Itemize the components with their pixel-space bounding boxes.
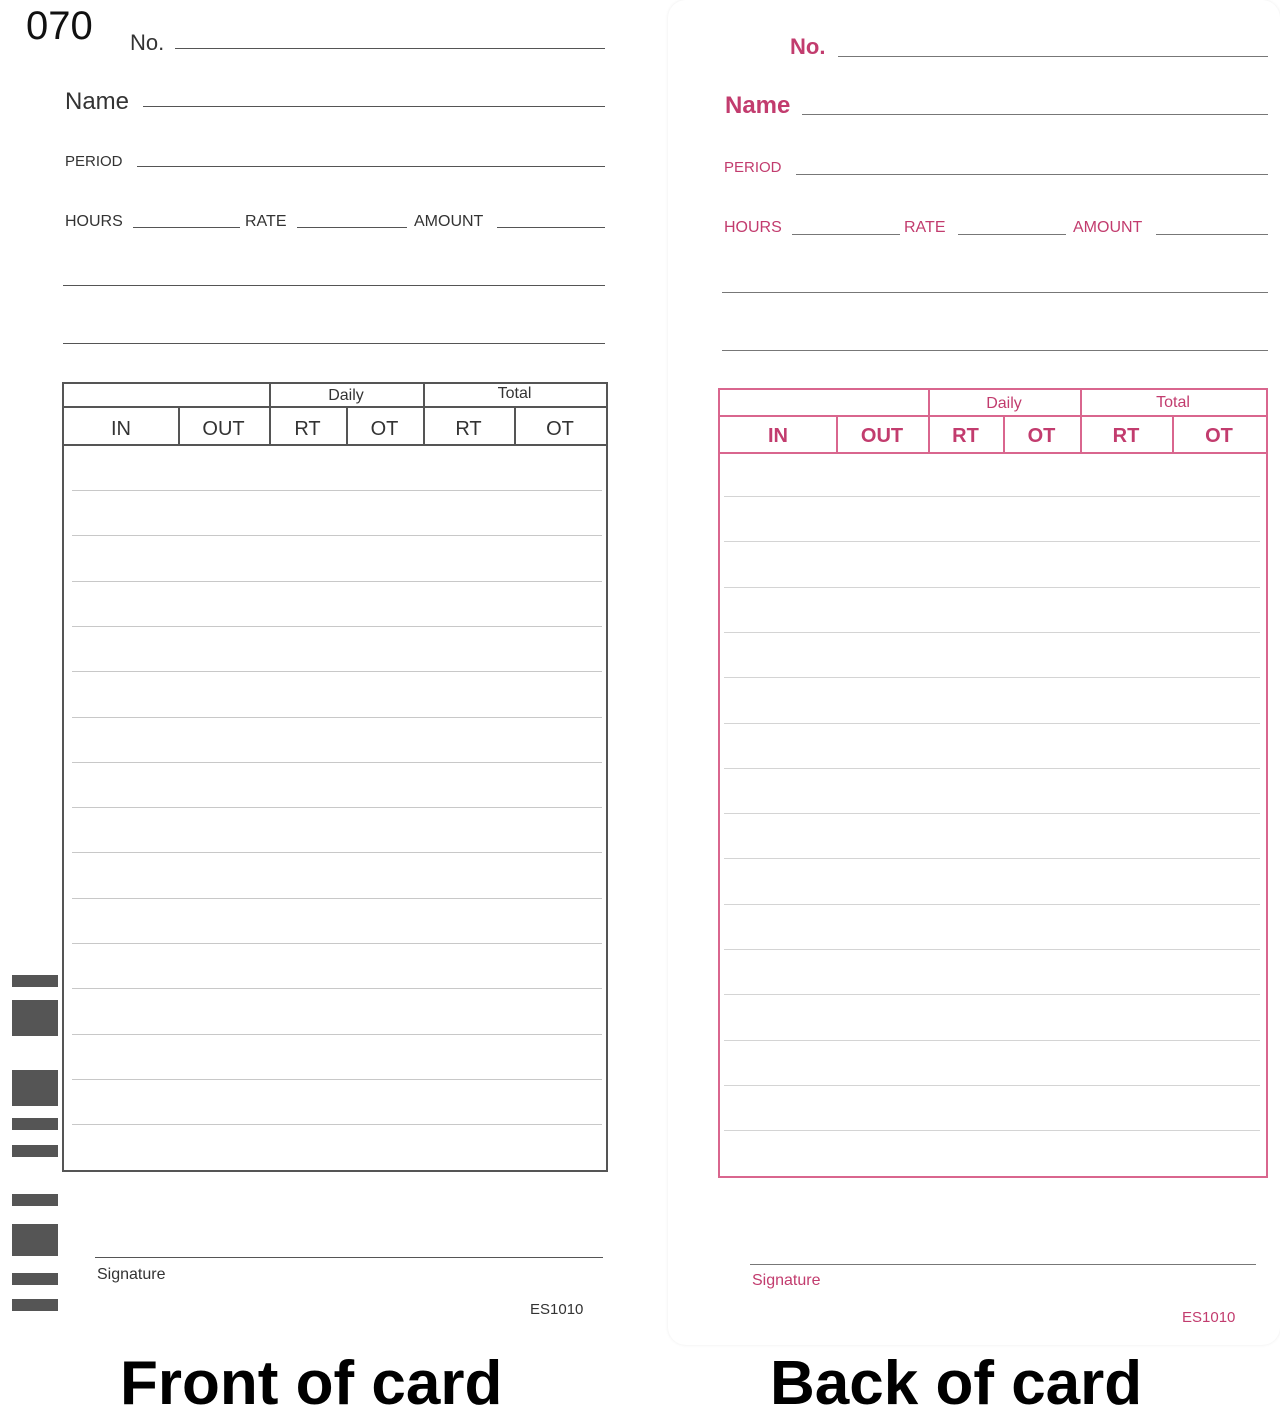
time-entry-row[interactable] — [724, 632, 1260, 633]
header-bottom — [64, 444, 606, 446]
time-entry-row[interactable] — [724, 1040, 1260, 1041]
amount-field[interactable] — [497, 227, 605, 228]
signature-field[interactable] — [95, 1257, 603, 1258]
col-total-rt: RT — [455, 418, 482, 440]
amount-field[interactable] — [1156, 234, 1268, 235]
time-entry-row[interactable] — [72, 1124, 602, 1125]
col-in: IN — [768, 425, 788, 447]
time-entry-row[interactable] — [724, 813, 1260, 814]
col-daily-rt: RT — [294, 418, 321, 440]
time-entry-row[interactable] — [724, 768, 1260, 769]
header-bottom — [720, 452, 1266, 454]
col-total-rt: RT — [1112, 425, 1140, 447]
time-entry-row[interactable] — [72, 988, 602, 989]
period-label: PERIOD — [724, 159, 782, 176]
time-entry-row[interactable] — [724, 904, 1260, 905]
back-card — [668, 0, 1280, 1345]
period-label: PERIOD — [65, 153, 123, 170]
header-divider — [720, 415, 1266, 417]
time-entry-row[interactable] — [72, 671, 602, 672]
name-field[interactable] — [143, 106, 605, 107]
time-entry-row[interactable] — [72, 535, 602, 536]
timing-mark — [12, 1118, 58, 1130]
hours-field[interactable] — [133, 227, 240, 228]
time-entry-row[interactable] — [72, 898, 602, 899]
col-daily-ot: OT — [370, 418, 399, 440]
daily-header: Daily — [986, 395, 1022, 412]
timing-mark — [12, 1194, 58, 1206]
extra-line[interactable] — [722, 350, 1268, 351]
total-header: Total — [1156, 394, 1190, 411]
signature-label: Signature — [97, 1266, 166, 1283]
total-header: Total — [497, 385, 532, 402]
amount-label: AMOUNT — [1073, 219, 1143, 236]
timing-mark — [12, 1000, 58, 1036]
time-entry-row[interactable] — [724, 858, 1260, 859]
daily-header: Daily — [328, 387, 364, 404]
time-entry-row[interactable] — [72, 943, 602, 944]
time-entry-row[interactable] — [724, 994, 1260, 995]
back-caption: Back of card — [770, 1349, 1143, 1418]
name-field[interactable] — [802, 114, 1268, 115]
rate-label: RATE — [245, 213, 287, 230]
time-grid — [718, 388, 1268, 1178]
timing-mark — [12, 975, 58, 987]
extra-line[interactable] — [722, 292, 1268, 293]
period-field[interactable] — [796, 174, 1268, 175]
time-entry-row[interactable] — [72, 762, 602, 763]
col-daily-rt: RT — [952, 425, 979, 447]
rate-field[interactable] — [297, 227, 407, 228]
front-caption: Front of card — [120, 1349, 503, 1418]
front-card — [0, 0, 640, 1345]
time-entry-row[interactable] — [724, 677, 1260, 678]
col-out: OUT — [202, 418, 245, 440]
time-entry-row[interactable] — [72, 1034, 602, 1035]
hours-label: HOURS — [65, 213, 123, 230]
time-grid — [62, 382, 608, 1172]
time-entry-row[interactable] — [724, 949, 1260, 950]
name-label: Name — [725, 92, 791, 119]
no-field[interactable] — [838, 56, 1268, 57]
time-entry-row[interactable] — [72, 490, 602, 491]
time-entry-row[interactable] — [72, 852, 602, 853]
rate-field[interactable] — [958, 234, 1066, 235]
col-in: IN — [111, 418, 131, 440]
no-field[interactable] — [175, 48, 605, 49]
amount-label: AMOUNT — [414, 213, 484, 230]
signature-field[interactable] — [750, 1264, 1256, 1265]
header-divider — [64, 406, 606, 408]
time-entry-row[interactable] — [724, 587, 1260, 588]
col-out: OUT — [860, 425, 904, 447]
rate-label: RATE — [904, 219, 946, 236]
form-code: ES1010 — [1182, 1309, 1236, 1326]
time-entry-row[interactable] — [72, 807, 602, 808]
time-entry-row[interactable] — [72, 581, 602, 582]
time-entry-row[interactable] — [724, 496, 1260, 497]
extra-line[interactable] — [63, 343, 605, 344]
timing-mark — [12, 1070, 58, 1106]
timing-mark — [12, 1224, 58, 1256]
timing-mark — [12, 1273, 58, 1285]
no-label: No. — [130, 30, 165, 55]
extra-line[interactable] — [63, 285, 605, 286]
no-label: No. — [790, 34, 826, 59]
timing-mark — [12, 1145, 58, 1157]
signature-label: Signature — [752, 1272, 821, 1289]
time-entry-row[interactable] — [724, 541, 1260, 542]
time-entry-row[interactable] — [724, 723, 1260, 724]
form-code: ES1010 — [530, 1301, 584, 1318]
card-number: 070 — [26, 4, 93, 48]
col-total-ot: OT — [546, 418, 574, 440]
hours-label: HOURS — [724, 219, 782, 236]
time-entry-row[interactable] — [72, 626, 602, 627]
col-daily-ot: OT — [1027, 425, 1056, 447]
name-label: Name — [65, 88, 130, 115]
time-entry-row[interactable] — [72, 1079, 602, 1080]
time-entry-row[interactable] — [72, 717, 602, 718]
hours-field[interactable] — [792, 234, 900, 235]
time-entry-row[interactable] — [724, 1085, 1260, 1086]
col-total-ot: OT — [1205, 425, 1233, 447]
timing-mark — [12, 1299, 58, 1311]
time-entry-row[interactable] — [724, 1130, 1260, 1131]
period-field[interactable] — [137, 166, 605, 167]
